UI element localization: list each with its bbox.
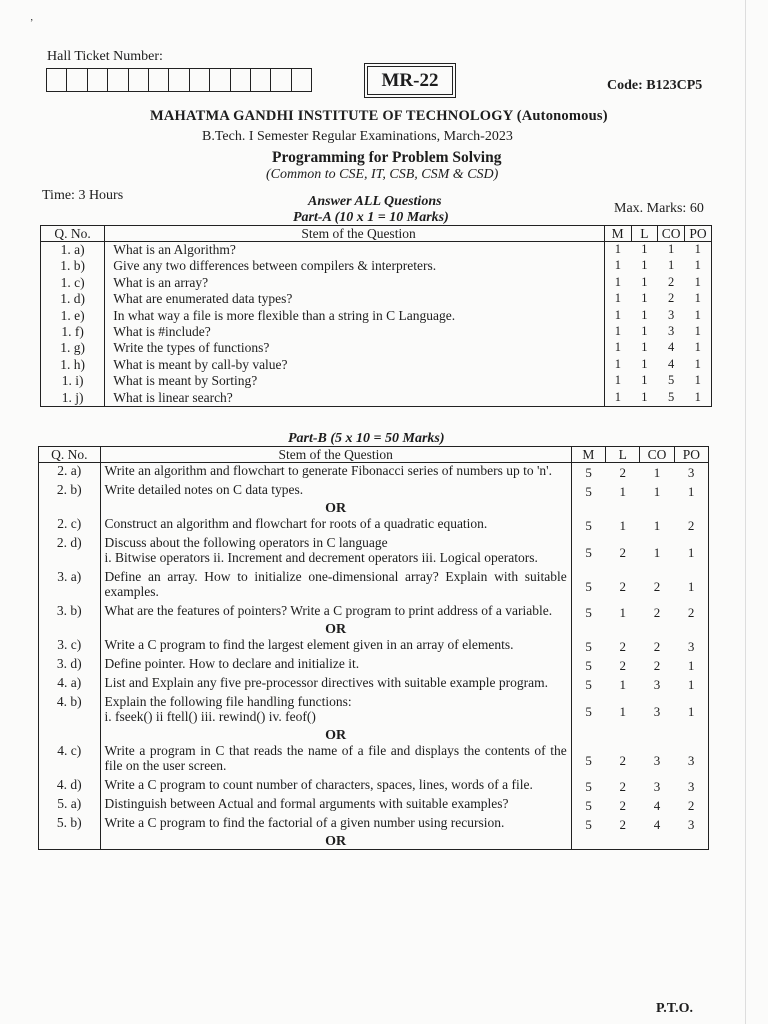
empty-mark-cell (674, 622, 708, 637)
question-number: 1. i) (41, 373, 105, 389)
question-row (39, 482, 709, 501)
question-number: 2. a) (39, 463, 101, 483)
question-text: Define an array. How to initialize one-dimensional array? Explain with suitable examples. (104, 569, 567, 599)
co-value: 1 (653, 518, 661, 533)
or-row (39, 834, 709, 850)
hall-ticket-box (67, 69, 87, 91)
question-stem: What is an array? (113, 274, 209, 290)
empty-mark-cell (571, 834, 605, 850)
question-number: 4. d) (39, 777, 101, 796)
empty-mark-cell (640, 622, 674, 637)
hall-ticket-box (108, 69, 128, 91)
po-value: 1 (694, 258, 701, 273)
question-text: Write an algorithm and flowchart to generate Fibonacci series of numbers up to 'n'. (104, 463, 552, 478)
po-value: 2 (687, 605, 695, 620)
marks-value: 5 (571, 603, 605, 622)
po-value: 3 (687, 779, 695, 794)
question-stem (100, 463, 571, 483)
hall-ticket-label: Hall Ticket Number: (47, 49, 163, 64)
header-l: L (631, 226, 658, 242)
level-value: 2 (619, 658, 626, 673)
max-marks: Max. Marks: 60 (614, 201, 704, 216)
marks-value: 1 (604, 340, 631, 356)
or-row (39, 501, 709, 516)
question-text: Write a C program to find the largest element given in an array of elements. (104, 637, 514, 652)
or-row (39, 728, 709, 743)
question-number (39, 834, 101, 850)
po-value: 1 (694, 389, 701, 404)
question-text: Discuss about the following operators in C language (104, 535, 388, 550)
question-row (41, 291, 712, 307)
header-qno: Q. No. (39, 447, 101, 463)
hall-ticket-box (190, 69, 210, 91)
question-row (39, 535, 709, 569)
question-stem (100, 743, 571, 777)
empty-mark-cell (640, 834, 674, 850)
co-value: 1 (653, 484, 661, 499)
po-value: 1 (694, 356, 701, 371)
question-row (39, 796, 709, 815)
header-co: CO (658, 226, 685, 242)
question-stem (100, 569, 571, 603)
level-value: 1 (641, 356, 648, 371)
marks-value: 1 (604, 258, 631, 274)
po-value: 1 (694, 373, 701, 388)
marks-value: 5 (571, 656, 605, 675)
question-row (41, 275, 712, 291)
question-number (39, 728, 101, 743)
co-value: 2 (668, 291, 675, 306)
empty-mark-cell (606, 728, 640, 743)
question-row (39, 603, 709, 622)
question-number: 1. g) (41, 340, 105, 356)
exam-time: Time: 3 Hours (42, 188, 124, 203)
part-a-title: Part-A (10 x 1 = 10 Marks) (293, 210, 449, 225)
level-value: 1 (641, 274, 648, 289)
level-value: 2 (619, 779, 626, 794)
co-value: 4 (668, 340, 675, 355)
corner-mark: ’ (30, 18, 34, 29)
po-value: 1 (694, 242, 701, 256)
co-value: 2 (653, 639, 661, 654)
question-number: 5. a) (39, 796, 101, 815)
level-value: 1 (641, 307, 648, 322)
empty-mark-cell (571, 622, 605, 637)
pto-label: P.T.O. (656, 1001, 693, 1016)
hall-ticket-box (292, 69, 311, 91)
co-value: 4 (668, 356, 675, 371)
question-row (41, 242, 712, 259)
question-text: Construct an algorithm and flowchart for roots of a quadratic equation. (104, 516, 488, 531)
question-row (39, 516, 709, 535)
level-value: 2 (619, 798, 626, 813)
co-value: 4 (653, 817, 661, 832)
part-b-title: Part-B (5 x 10 = 50 Marks) (288, 431, 445, 446)
question-number: 4. b) (39, 694, 101, 728)
question-text: Write a C program to find the factorial of a given number using recursion. (104, 815, 505, 830)
po-value: 3 (687, 465, 695, 480)
marks-value: 5 (571, 535, 605, 569)
or-row (39, 622, 709, 637)
header-m: M (571, 447, 605, 463)
empty-mark-cell (674, 501, 708, 516)
question-number: 4. a) (39, 675, 101, 694)
po-value: 1 (694, 307, 701, 322)
question-number: 1. f) (41, 324, 105, 340)
page-edge-shadow (745, 0, 746, 1024)
hall-ticket-box (47, 69, 67, 91)
or-separator: OR (325, 834, 347, 849)
hall-ticket-box (149, 69, 169, 91)
empty-mark-cell (571, 728, 605, 743)
marks-value: 1 (604, 242, 631, 259)
empty-mark-cell (606, 622, 640, 637)
empty-mark-cell (606, 834, 640, 850)
or-separator: OR (325, 622, 347, 637)
question-stem (100, 815, 571, 834)
question-stem: What is linear search? (113, 389, 233, 405)
question-row (41, 258, 712, 274)
question-row (39, 743, 709, 777)
hall-ticket-boxes (46, 68, 312, 92)
question-text: Write a program in C that reads the name of a file and displays the contents of the file on the user screen. (104, 743, 567, 773)
question-row (39, 694, 709, 728)
question-stem: In what way a file is more flexible than a string in C Language. (113, 307, 456, 323)
question-number: 3. d) (39, 656, 101, 675)
question-subtext: i. Bitwise operators ii. Increment and decrement operators iii. Logical operators. (104, 550, 538, 565)
empty-mark-cell (674, 834, 708, 850)
header-stem: Stem of the Question (100, 447, 571, 463)
question-stem: What are enumerated data types? (113, 291, 293, 307)
po-value: 2 (687, 518, 695, 533)
co-value: 3 (668, 323, 675, 338)
header-po: PO (674, 447, 708, 463)
co-value: 2 (653, 578, 661, 594)
question-number: 1. j) (41, 390, 105, 407)
question-number: 5. b) (39, 815, 101, 834)
question-stem (100, 694, 571, 728)
hall-ticket-box (210, 69, 230, 91)
question-stem (100, 637, 571, 656)
common-branches: (Common to CSE, IT, CSB, CSM & CSD) (266, 167, 499, 182)
level-value: 2 (619, 465, 626, 480)
question-number: 1. b) (41, 258, 105, 274)
question-row (39, 675, 709, 694)
co-value: 3 (653, 779, 661, 794)
header-l: L (606, 447, 640, 463)
question-text: Distinguish between Actual and formal arguments with suitable examples? (104, 796, 509, 811)
po-value: 1 (687, 544, 695, 560)
question-stem: What is meant by call-by value? (113, 356, 288, 372)
co-value: 3 (653, 752, 661, 768)
or-separator: OR (325, 728, 347, 743)
marks-value: 1 (604, 324, 631, 340)
level-value: 1 (641, 373, 648, 388)
hall-ticket-box (129, 69, 149, 91)
question-stem (100, 777, 571, 796)
marks-value: 5 (571, 675, 605, 694)
question-row (41, 324, 712, 340)
question-text: List and Explain any five pre-processor directives with suitable example program. (104, 675, 549, 690)
question-stem (100, 603, 571, 622)
co-value: 2 (653, 658, 661, 673)
level-value: 1 (641, 242, 648, 256)
po-value: 1 (694, 274, 701, 289)
po-value: 3 (687, 752, 695, 768)
marks-value: 5 (571, 463, 605, 483)
po-value: 3 (687, 817, 695, 832)
question-row (39, 637, 709, 656)
po-value: 2 (687, 798, 695, 813)
level-value: 2 (619, 817, 626, 832)
level-value: 1 (641, 291, 648, 306)
question-stem: What is an Algorithm? (113, 242, 236, 257)
hall-ticket-box (251, 69, 271, 91)
po-value: 1 (694, 291, 701, 306)
co-value: 1 (668, 258, 675, 273)
question-row (39, 777, 709, 796)
question-row (39, 815, 709, 834)
empty-mark-cell (674, 728, 708, 743)
level-value: 1 (619, 484, 626, 499)
marks-value: 1 (604, 373, 631, 389)
marks-value: 5 (571, 815, 605, 834)
co-value: 3 (668, 307, 675, 322)
question-text: Define pointer. How to declare and initialize it. (104, 656, 360, 671)
marks-value: 5 (571, 516, 605, 535)
or-separator: OR (325, 501, 347, 516)
question-number: 1. c) (41, 275, 105, 291)
marks-value: 1 (604, 357, 631, 373)
question-stem: Give any two differences between compilers & interpreters. (113, 258, 437, 274)
co-value: 1 (668, 242, 675, 256)
question-number: 4. c) (39, 743, 101, 777)
po-value: 1 (694, 323, 701, 338)
co-value: 4 (653, 798, 661, 813)
question-stem (100, 482, 571, 501)
question-number: 3. c) (39, 637, 101, 656)
co-value: 1 (653, 465, 661, 480)
marks-value: 5 (571, 743, 605, 777)
hall-ticket-box (88, 69, 108, 91)
po-value: 1 (687, 484, 695, 499)
answer-all-instruction: Answer ALL Questions (308, 194, 442, 209)
marks-value: 5 (571, 694, 605, 728)
empty-mark-cell (571, 501, 605, 516)
question-row (41, 357, 712, 373)
marks-value: 5 (571, 482, 605, 501)
regulation-badge: MR-22 (367, 66, 453, 95)
institute-name: MAHATMA GANDHI INSTITUTE OF TECHNOLOGY (Autonomous) (150, 108, 608, 124)
question-row (39, 569, 709, 603)
co-value: 3 (653, 703, 661, 719)
header-stem: Stem of the Question (105, 226, 605, 242)
marks-value: 5 (571, 796, 605, 815)
po-value: 1 (687, 677, 695, 692)
marks-value: 1 (604, 275, 631, 291)
question-number: 2. d) (39, 535, 101, 569)
header-co: CO (640, 447, 674, 463)
part-a-table (40, 225, 712, 407)
part-b-table (38, 446, 709, 850)
co-value: 2 (668, 274, 675, 289)
level-value: 1 (619, 703, 626, 719)
question-number: 1. a) (41, 242, 105, 259)
empty-mark-cell (640, 501, 674, 516)
empty-mark-cell (640, 728, 674, 743)
subject-code: Code: B123CP5 (607, 78, 703, 93)
question-text: Write detailed notes on C data types. (104, 482, 304, 497)
question-subtext: i. fseek() ii ftell() iii. rewind() iv. feof() (104, 709, 316, 724)
question-stem (100, 656, 571, 675)
question-stem (100, 675, 571, 694)
level-value: 1 (619, 518, 626, 533)
level-value: 2 (619, 578, 626, 594)
question-row (39, 463, 709, 483)
question-text: Explain the following file handling functions: (104, 694, 352, 709)
table-header-row (39, 447, 709, 463)
question-number: 1. e) (41, 308, 105, 324)
level-value: 1 (641, 258, 648, 273)
co-value: 5 (668, 389, 675, 404)
question-stem (100, 516, 571, 535)
question-text: Write a C program to count number of characters, spaces, lines, words of a file. (104, 777, 533, 792)
table-header-row (41, 226, 712, 242)
question-text: What are the features of pointers? Write a C program to print address of a variable. (104, 603, 553, 618)
question-number: 3. a) (39, 569, 101, 603)
header-po: PO (685, 226, 712, 242)
question-stem: What is #include? (113, 323, 211, 339)
question-number: 1. h) (41, 357, 105, 373)
empty-mark-cell (606, 501, 640, 516)
level-value: 2 (619, 544, 626, 560)
header-m: M (604, 226, 631, 242)
hall-ticket-box (231, 69, 251, 91)
marks-value: 5 (571, 637, 605, 656)
question-number: 2. b) (39, 482, 101, 501)
header-qno: Q. No. (41, 226, 105, 242)
po-value: 1 (687, 578, 695, 594)
question-number (39, 622, 101, 637)
question-number (39, 501, 101, 516)
level-value: 2 (619, 752, 626, 768)
question-row (41, 390, 712, 407)
level-value: 1 (619, 677, 626, 692)
question-stem (100, 535, 571, 569)
level-value: 1 (641, 323, 648, 338)
marks-value: 5 (571, 777, 605, 796)
level-value: 1 (641, 340, 648, 355)
question-row (41, 340, 712, 356)
question-number: 1. d) (41, 291, 105, 307)
exam-title: B.Tech. I Semester Regular Examinations, March-2023 (202, 129, 513, 144)
po-value: 3 (687, 639, 695, 654)
po-value: 1 (687, 703, 695, 719)
question-number: 2. c) (39, 516, 101, 535)
marks-value: 1 (604, 291, 631, 307)
question-row (41, 373, 712, 389)
co-value: 5 (668, 373, 675, 388)
marks-value: 5 (571, 569, 605, 603)
hall-ticket-box (271, 69, 291, 91)
po-value: 1 (694, 340, 701, 355)
question-row (39, 656, 709, 675)
question-stem: What is meant by Sorting? (113, 373, 258, 389)
level-value: 1 (641, 389, 648, 404)
level-value: 1 (619, 605, 626, 620)
co-value: 3 (653, 677, 661, 692)
co-value: 1 (653, 544, 661, 560)
question-number: 3. b) (39, 603, 101, 622)
marks-value: 1 (604, 308, 631, 324)
marks-value: 1 (604, 390, 631, 407)
level-value: 2 (619, 639, 626, 654)
po-value: 1 (687, 658, 695, 673)
question-row (41, 308, 712, 324)
hall-ticket-box (169, 69, 189, 91)
co-value: 2 (653, 605, 661, 620)
question-stem (100, 796, 571, 815)
subject-title: Programming for Problem Solving (272, 149, 502, 166)
question-stem: Write the types of functions? (113, 340, 270, 356)
